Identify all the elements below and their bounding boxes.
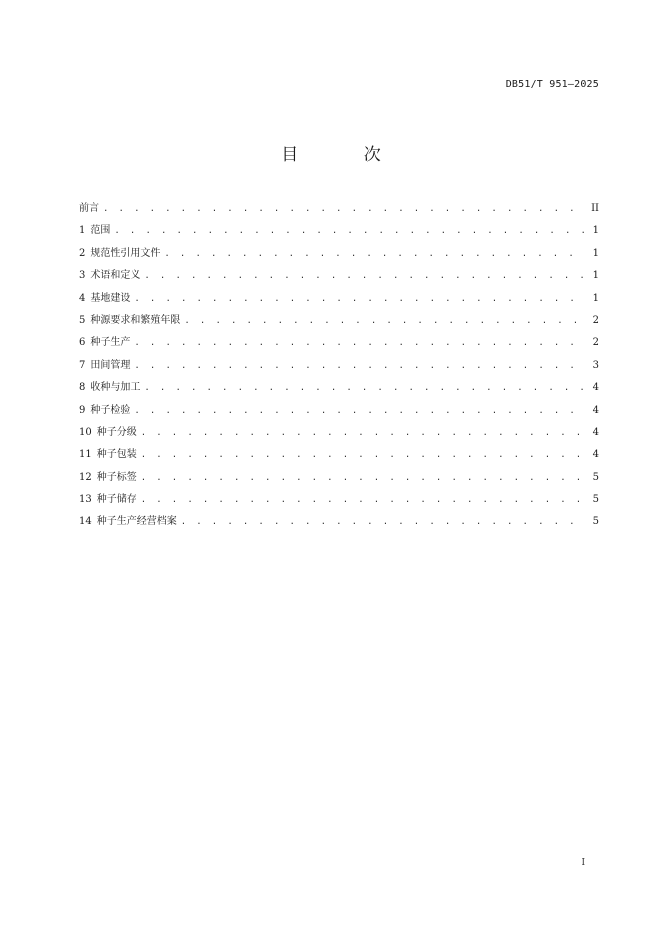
toc-entry-title: 术语和定义	[90, 270, 141, 282]
toc-entry-number: 3	[79, 270, 86, 282]
toc-entry-number: 4	[79, 292, 86, 304]
toc-entry-page: 1	[592, 225, 599, 237]
toc-entry-number: 12	[79, 471, 92, 483]
toc-entry[interactable]	[79, 402, 599, 424]
toc-entry-title: 种子生产经营档案	[96, 516, 177, 528]
toc-entry-title: 种子分级	[96, 426, 137, 438]
toc-entry[interactable]	[79, 334, 599, 356]
toc-entry-number: 8	[79, 382, 86, 394]
toc-entry[interactable]	[79, 357, 599, 379]
toc-entry-number: 13	[79, 494, 92, 506]
toc-entry-title: 田间管理	[90, 359, 131, 371]
toc-entry-number: 11	[79, 449, 92, 461]
dot-leader	[134, 402, 585, 420]
toc-entry-number: 7	[79, 359, 86, 371]
page-title: 目 次	[281, 145, 411, 165]
toc-entry-page: 3	[592, 359, 599, 371]
toc-entry[interactable]	[79, 446, 599, 468]
toc-entry-title: 种子储存	[96, 494, 137, 506]
toc-entry-page: II	[591, 203, 599, 214]
toc-entry-number: 1	[79, 225, 86, 237]
toc-entry-page: 5	[592, 494, 599, 506]
toc-entry-page: 5	[592, 516, 599, 528]
toc-entry-page: 5	[592, 471, 599, 483]
dot-leader	[141, 424, 585, 442]
toc-entry-page: 2	[592, 337, 599, 349]
toc-entry-title: 种子生产	[90, 337, 131, 349]
toc-entry[interactable]	[79, 290, 599, 312]
toc-entry-number: 14	[79, 516, 92, 528]
toc-entry-title: 基地建设	[90, 292, 131, 304]
toc-entry[interactable]	[79, 513, 599, 535]
toc-entry[interactable]	[79, 245, 599, 267]
toc-entry-title: 种源要求和繁殖年限	[90, 314, 181, 326]
toc-entry-number: 2	[79, 247, 86, 259]
toc-entry-title: 种子包装	[96, 449, 137, 461]
toc-entry-number: 10	[79, 426, 92, 438]
toc-entry-page: 1	[592, 270, 599, 282]
toc-entry-page: 2	[592, 314, 599, 326]
dot-leader	[181, 513, 585, 531]
toc-entry-title: 种子检验	[90, 404, 131, 416]
toc-entry-number: 5	[79, 314, 86, 326]
dot-leader	[134, 290, 585, 308]
toc-entry-title: 收种与加工	[90, 382, 141, 394]
dot-leader	[141, 491, 585, 509]
toc-entry-title: 前言	[79, 203, 99, 214]
dot-leader	[164, 245, 585, 263]
toc-entry[interactable]	[79, 424, 599, 446]
dot-leader	[144, 267, 585, 285]
toc-entry[interactable]	[79, 267, 599, 289]
toc-entry[interactable]	[79, 379, 599, 401]
toc-entry-page: 4	[592, 449, 599, 461]
dot-leader	[103, 200, 585, 218]
toc-entry-page: 4	[592, 404, 599, 416]
dot-leader	[114, 222, 585, 240]
table-of-contents	[79, 200, 599, 536]
toc-entry-number: 6	[79, 337, 86, 349]
toc-entry-page: 4	[592, 426, 599, 438]
dot-leader	[134, 334, 585, 352]
dot-leader	[141, 446, 585, 464]
toc-entry-title: 种子标签	[96, 471, 137, 483]
toc-entry[interactable]	[79, 312, 599, 334]
toc-entry-title: 规范性引用文件	[90, 247, 161, 259]
dot-leader	[134, 357, 585, 375]
toc-entry[interactable]	[79, 469, 599, 491]
toc-entry-page: 1	[592, 292, 599, 304]
toc-entry[interactable]	[79, 222, 599, 244]
toc-entry-page: 1	[592, 247, 599, 259]
dot-leader	[144, 379, 585, 397]
toc-entry-title: 范围	[90, 225, 111, 237]
dot-leader	[184, 312, 585, 330]
dot-leader	[141, 469, 585, 487]
toc-entry[interactable]	[79, 491, 599, 513]
toc-entry-number: 9	[79, 404, 86, 416]
toc-entry[interactable]	[79, 200, 599, 222]
page-number: I	[581, 858, 585, 868]
document-code: DB51/T 951—2025	[505, 79, 599, 90]
toc-entry-page: 4	[592, 382, 599, 394]
